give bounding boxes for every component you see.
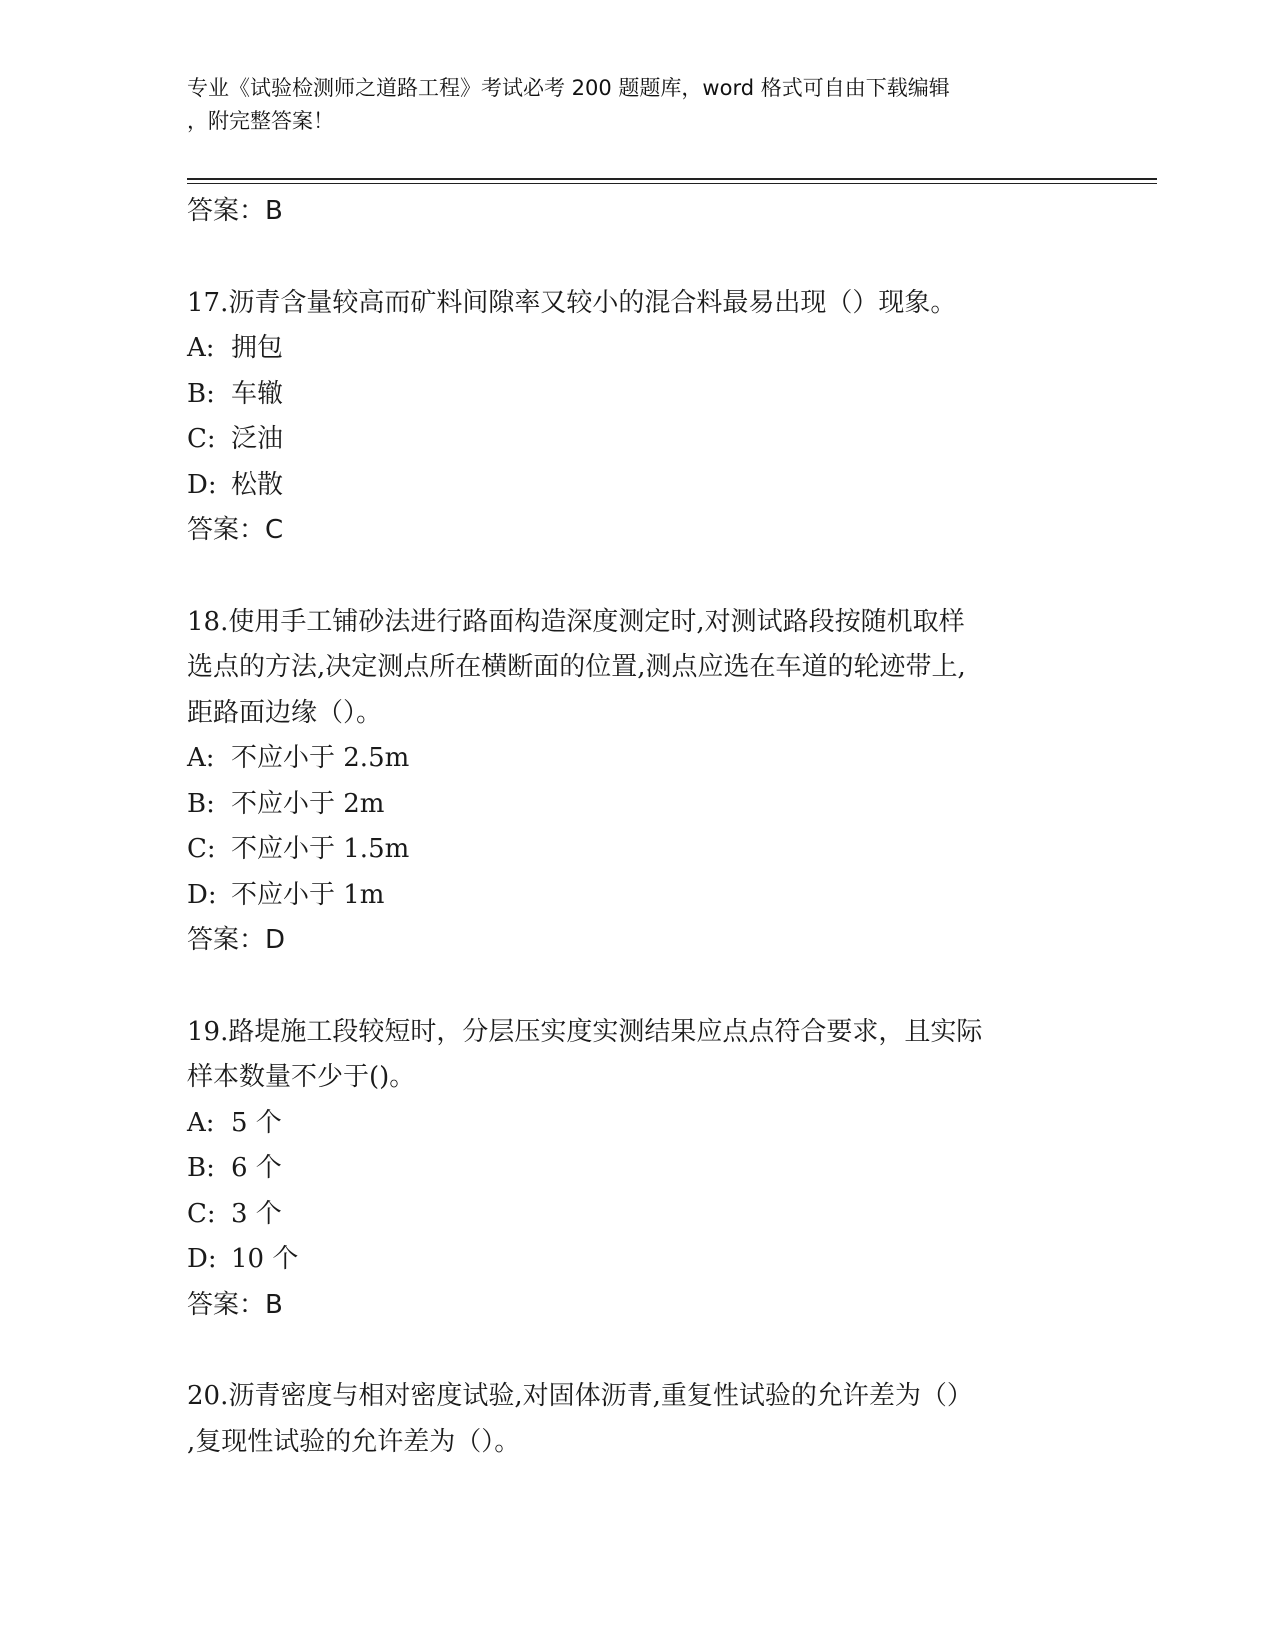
option-text: 松散 (231, 469, 284, 500)
answer: 答案：D (187, 925, 286, 955)
option-text: 不应小于 2.5m (231, 743, 410, 773)
option-text: 车辙 (231, 378, 284, 409)
question-stem: 18.使用手工铺砂法进行路面构造深度测定时,对测试路段按随机取样 (187, 606, 965, 637)
option-d (187, 873, 1087, 919)
option-text: 10 个 (231, 1244, 299, 1274)
answer: 答案：B (187, 1289, 283, 1320)
option-c (187, 417, 1087, 463)
option-key: C: (187, 834, 216, 864)
option-text: 不应小于 1m (231, 879, 385, 910)
option-text: 3 个 (231, 1198, 282, 1229)
spacer (187, 554, 1087, 600)
question-20 (187, 1374, 1087, 1465)
option-key: D: (187, 469, 217, 500)
question-list (187, 189, 1087, 1465)
option-key: A: (187, 333, 215, 363)
page-header (187, 72, 1087, 138)
header-divider-thin (187, 183, 1157, 184)
option-key: C: (187, 1198, 216, 1229)
option-text: 拥包 (231, 333, 284, 363)
option-a (187, 736, 1087, 782)
option-b (187, 1146, 1087, 1192)
question-18 (187, 600, 1087, 964)
option-d (187, 463, 1087, 509)
question-19 (187, 1010, 1087, 1329)
option-key: C: (187, 424, 216, 454)
question-stem: 20.沥青密度与相对密度试验,对固体沥青,重复性试验的允许差为（） (187, 1381, 973, 1411)
question-stem: 样本数量不少于()。 (187, 1062, 416, 1092)
option-text: 5 个 (231, 1107, 282, 1138)
option-text: 不应小于 2m (231, 788, 385, 819)
header-divider-thick (187, 178, 1157, 180)
option-text: 6 个 (231, 1153, 282, 1183)
option-key: B: (187, 788, 215, 819)
previous-answer: 答案：B (187, 196, 283, 226)
option-text: 不应小于 1.5m (231, 834, 410, 864)
spacer (187, 1328, 1087, 1374)
option-key: B: (187, 1153, 215, 1183)
header-subtitle-line: ，附完整答案！ (187, 109, 334, 133)
question-stem: 选点的方法,决定测点所在横断面的位置,测点应选在车道的轮迹带上, (187, 652, 966, 682)
option-d (187, 1237, 1087, 1283)
option-key: B: (187, 378, 215, 409)
option-a (187, 326, 1087, 372)
question-stem: ,复现性试验的允许差为（）。 (187, 1426, 521, 1457)
option-b (187, 372, 1087, 418)
question-17 (187, 281, 1087, 554)
answer: 答案：C (187, 515, 284, 545)
option-a (187, 1101, 1087, 1147)
option-key: A: (187, 1107, 215, 1138)
question-stem: 17.沥青含量较高而矿料间隙率又较小的混合料最易出现（）现象。 (187, 287, 957, 318)
option-b (187, 782, 1087, 828)
option-c (187, 1192, 1087, 1238)
spacer (187, 235, 1087, 281)
header-title-line: 专业《试验检测师之道路工程》考试必考 200 题题库，word 格式可自由下载编辑 (187, 76, 950, 100)
question-stem: 距路面边缘（）。 (187, 697, 383, 728)
option-c (187, 827, 1087, 873)
spacer (187, 964, 1087, 1010)
option-key: D: (187, 1244, 217, 1274)
option-key: D: (187, 879, 217, 910)
option-key: A: (187, 743, 215, 773)
question-stem: 19.路堤施工段较短时，分层压实度实测结果应点点符合要求，且实际 (187, 1016, 983, 1047)
option-text: 泛油 (231, 424, 284, 454)
